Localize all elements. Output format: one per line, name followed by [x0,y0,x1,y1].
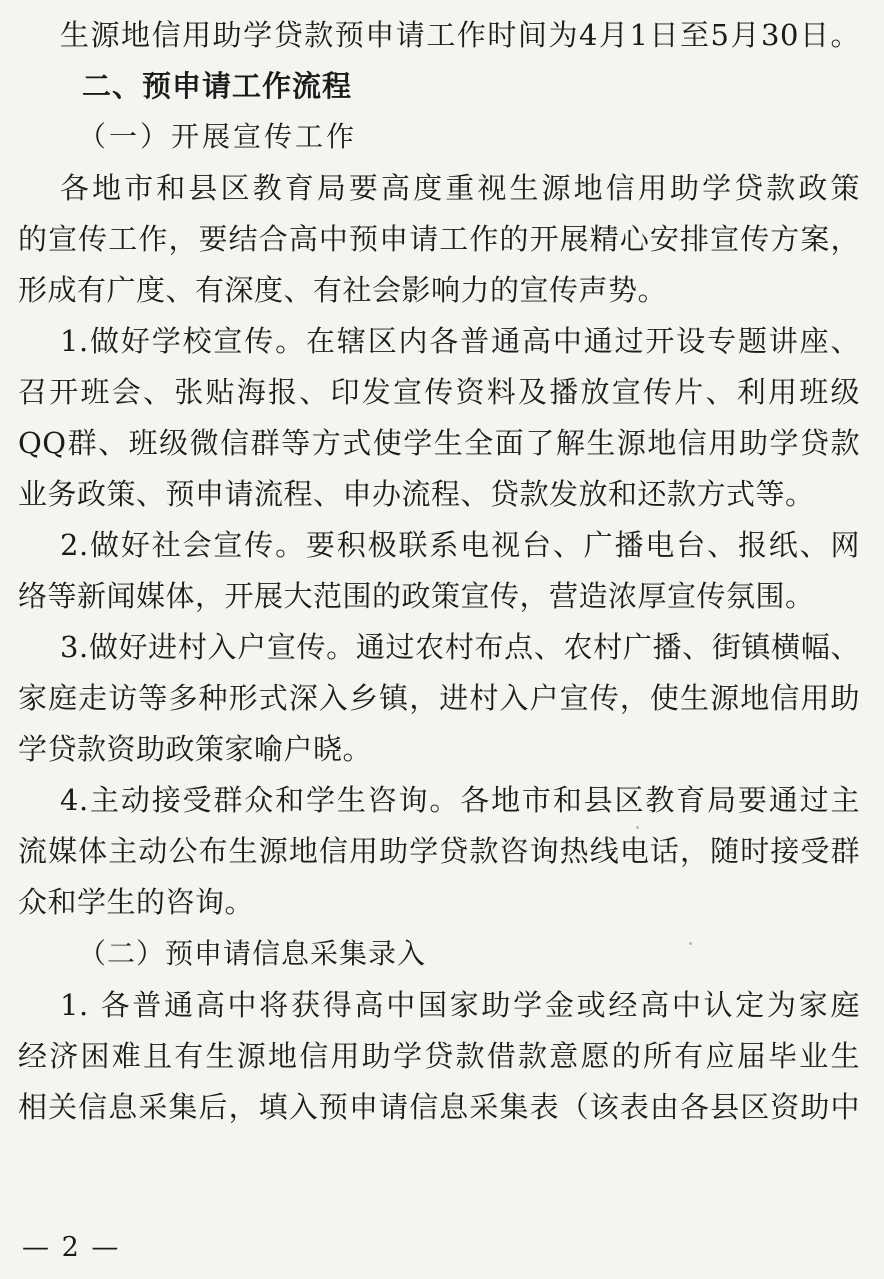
text-line-15: 学贷款资助政策家喻户晓。 [18,732,373,766]
text-line-6: 形成有广度、有深度、有社会影响力的宣传声势。 [18,273,668,307]
text-line-16: 4.主动接受群众和学生咨询。各地市和县区教育局要通过主 [60,783,860,817]
page-number: — 2 — [22,1232,121,1263]
scan-speck [636,826,639,829]
text-line-10: 业务政策、预申请流程、申办流程、贷款发放和还款方式等。 [18,477,815,511]
text-line-22: 相关信息采集后，填入预申请信息采集表（该表由各县区资助中 [18,1090,860,1124]
text-line-4: 各地市和县区教育局要高度重视生源地信用助学贷款政策 [60,171,860,205]
text-line-20: 1. 各普通高中将获得高中国家助学金或经高中认定为家庭 [60,988,860,1022]
text-line-18: 众和学生的咨询。 [18,885,255,919]
text-line-1: 生源地信用助学贷款预申请工作时间为4月1日至5月30日。 [60,18,860,52]
text-line-9: QQ群、班级微信群等方式使学生全面了解生源地信用助学贷款 [18,426,860,460]
subsection-heading-1: （一）开展宣传工作 [78,120,358,153]
text-line-14: 家庭走访等多种形式深入乡镇，进村入户宣传，使生源地信用助 [18,681,860,715]
text-line-7: 1.做好学校宣传。在辖区内各普通高中通过开设专题讲座、 [60,324,860,358]
text-line-17: 流媒体主动公布生源地信用助学贷款咨询热线电话，随时接受群 [18,834,860,868]
subsection-heading-2: （二）预申请信息采集录入 [78,937,427,970]
body-text [18,10,860,1133]
text-line-21: 经济困难且有生源地信用助学贷款借款意愿的所有应届毕业生 [18,1039,860,1073]
scan-speck [689,942,692,945]
text-line-8: 召开班会、张贴海报、印发宣传资料及播放宣传片、利用班级 [18,375,860,409]
text-line-12: 络等新闻媒体，开展大范围的政策宣传，营造浓厚宣传氛围。 [18,579,815,613]
text-line-11: 2.做好社会宣传。要积极联系电视台、广播电台、报纸、网 [60,528,860,562]
text-line-13: 3.做好进村入户宣传。通过农村布点、农村广播、街镇横幅、 [60,630,860,664]
section-heading-2: 二、预申请工作流程 [82,69,353,103]
text-line-5: 的宣传工作，要结合高中预申请工作的开展精心安排宣传方案， [18,222,860,256]
